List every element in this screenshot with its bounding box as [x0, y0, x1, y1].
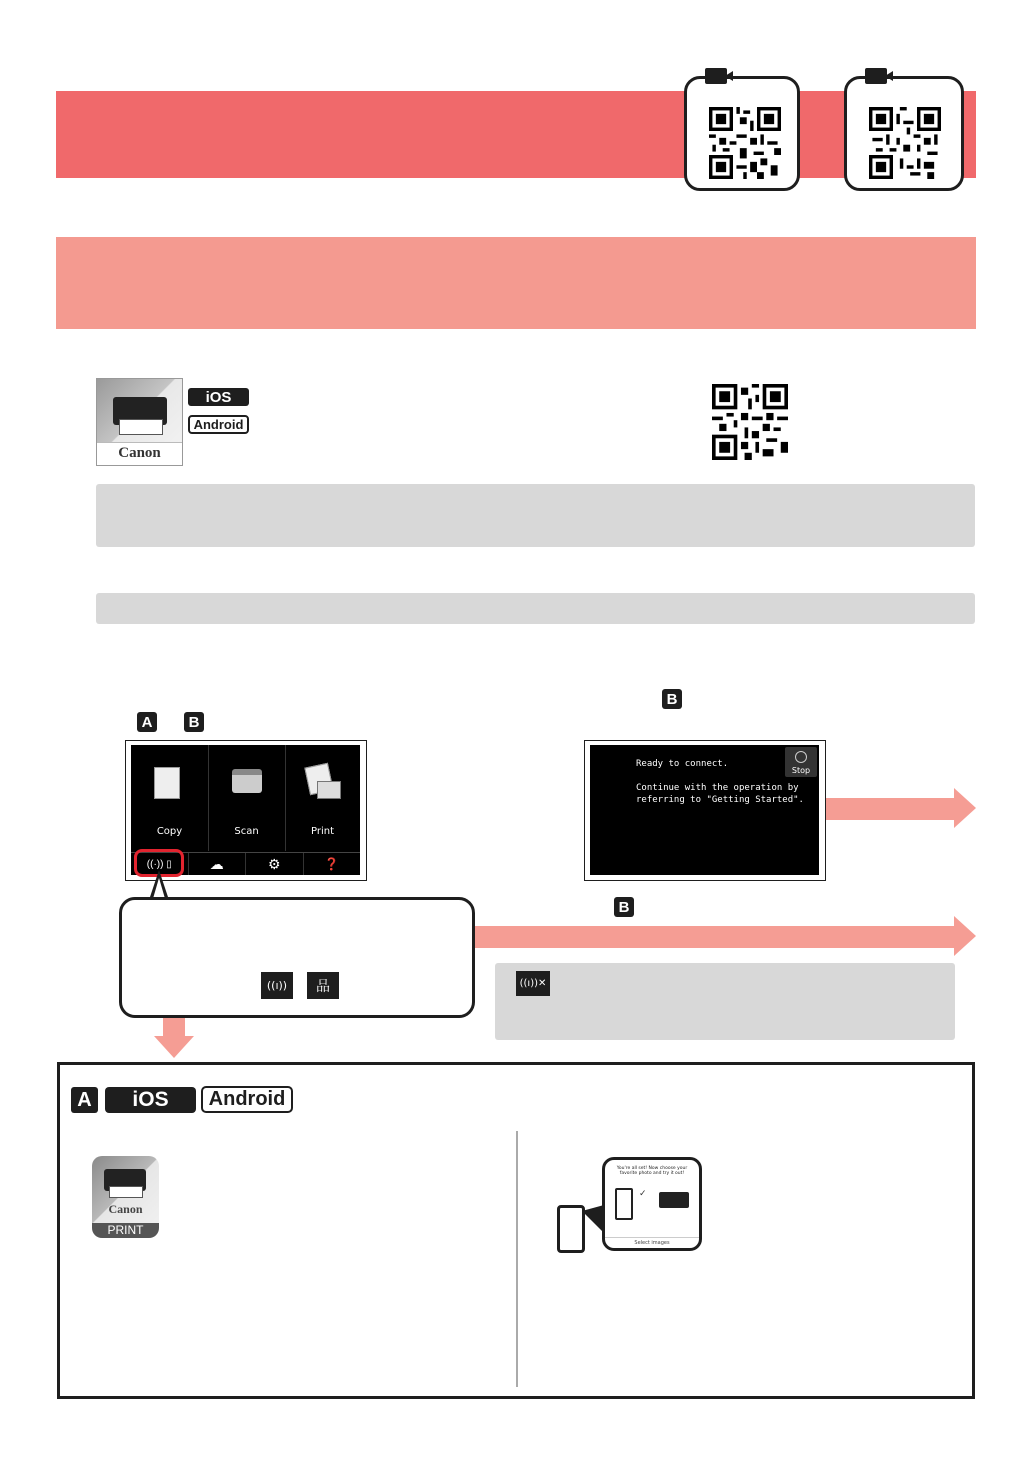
scan-label: Scan [234, 826, 259, 837]
stop-button[interactable] [785, 747, 817, 777]
wired-lan-icon: 品 [307, 972, 339, 999]
video-qr-card-1[interactable] [684, 76, 800, 191]
info-strip [96, 593, 975, 624]
android-badge: Android [188, 415, 249, 434]
section-band [56, 237, 976, 329]
wireless-lan-icon: ((ı)) [261, 972, 293, 999]
gear-icon[interactable]: ⚙ [246, 853, 304, 875]
video-camera-lens-icon [725, 71, 733, 81]
column-divider [516, 1131, 518, 1387]
photo-icon [317, 781, 341, 799]
no-connection-panel [495, 963, 955, 1040]
scan-tile[interactable] [208, 745, 286, 851]
step-letter-a: A [137, 712, 157, 732]
phone-screen-bubble [602, 1157, 702, 1251]
copy-tile[interactable] [131, 745, 209, 851]
info-panel [96, 484, 975, 547]
step-letter-b: B [662, 689, 682, 709]
ready-line-3: referring to "Getting Started". [636, 795, 804, 805]
print-tile[interactable] [285, 745, 360, 851]
help-icon[interactable]: ❓ [324, 857, 340, 871]
phone-callout-pointer [582, 1205, 604, 1233]
step-letter-b: B [184, 712, 204, 732]
print-label-bar [92, 1223, 159, 1238]
stop-icon [795, 751, 807, 763]
wireless-off-icon: ((ı))✕ [516, 971, 550, 996]
arrow-right-head [954, 788, 976, 828]
phone-screen-button: Select images [605, 1237, 699, 1246]
section-a-android-badge: Android [201, 1086, 293, 1113]
cloud-icon[interactable]: ☁ [189, 853, 247, 875]
print-label: PRINT [107, 1223, 144, 1237]
ready-line-2: Continue with the operation by [636, 783, 799, 793]
arrow-long [475, 926, 956, 948]
arrow-right [826, 798, 956, 820]
mini-phone-icon [615, 1188, 633, 1220]
arrow-down-head [154, 1036, 194, 1058]
section-a-box [57, 1062, 975, 1399]
phone-screen-title: You're all set! Now choose your favorite photo and try it out! [616, 1166, 688, 1176]
copy-label: Copy [156, 826, 183, 837]
scan-icon [232, 769, 262, 793]
check-icon: ✓ [639, 1188, 647, 1198]
section-a-letter: A [71, 1087, 98, 1113]
video-qr-card-2[interactable] [844, 76, 964, 191]
wireless-icon[interactable]: ((·)) ▯ [131, 853, 189, 875]
copy-icon [154, 767, 180, 799]
section-a-ios-badge: iOS [105, 1087, 196, 1113]
qr-code [709, 107, 781, 179]
header-band [56, 91, 976, 178]
paper-tray [119, 419, 163, 435]
printer-home-screen [125, 740, 367, 881]
canon-app-icon[interactable] [96, 378, 183, 466]
arrow-long-head [954, 916, 976, 956]
app-brand-bar [97, 442, 182, 465]
video-camera-lens-icon [885, 71, 893, 81]
step-letter-b: B [614, 897, 634, 917]
paper-tray [109, 1186, 143, 1198]
ready-line-1: Ready to connect. [636, 759, 729, 769]
video-camera-icon [865, 68, 887, 84]
stop-label: Stop [791, 766, 811, 775]
mini-printer-icon [659, 1192, 689, 1208]
print-label: Print [310, 826, 334, 837]
video-camera-icon [705, 68, 727, 84]
canon-print-app-icon[interactable] [92, 1156, 159, 1238]
canon-logo-text: Canon [108, 1202, 143, 1216]
ready-screen [584, 740, 826, 881]
ios-badge: iOS [188, 388, 249, 406]
qr-code [869, 107, 941, 179]
callout-bubble [119, 897, 475, 1018]
qr-code-app [712, 384, 788, 460]
canon-logo-text: Canon [118, 445, 161, 461]
phone-icon [557, 1205, 585, 1253]
arrow-down [163, 1018, 185, 1038]
